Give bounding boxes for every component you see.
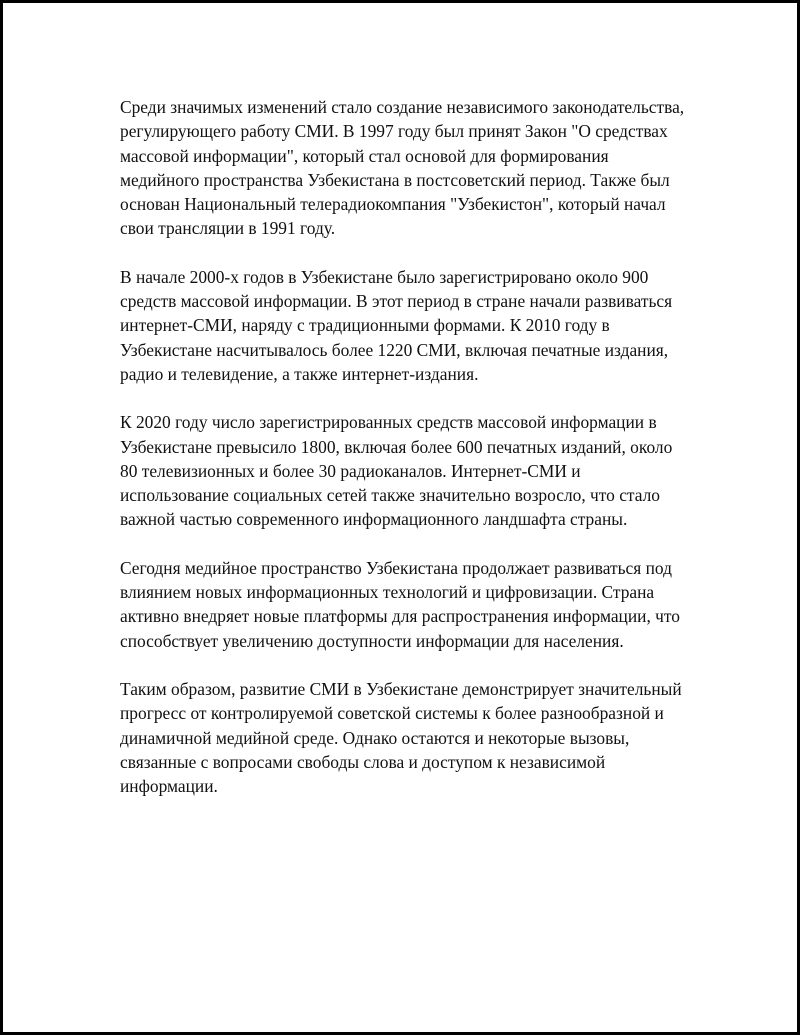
document-body (120, 95, 692, 822)
paragraph-2000s: В начале 2000-х годов в Узбекистане было зарегистрировано около 900 средств массовой информации. В этот период в стране начали развиваться интернет-СМИ, наряду с традиционными формами. К 2010 году в Узбекистане насчитывалось более 1220 СМИ, включая печатные издания, радио и телевидение, а также интернет-издания. (120, 266, 673, 384)
paragraph-2020: К 2020 году число зарегистрированных средств массовой информации в Узбекистане превысило 1800, включая более 600 печатных изданий, около 80 телевизионных и более 30 радиоканалов. Интернет-СМИ и использование социальных сетей также значительно возросло, что стало важной частью современного информационного ландшафта страны. (120, 412, 673, 530)
paragraph-conclusion: Таким образом, развитие СМИ в Узбекистане демонстрирует значительный прогресс от контролируемой советской системы к более разнообразной и динамичной медийной среде. Однако остаются и некоторые вызовы, связанные с вопросами свободы слова и доступом к независимой информации. (120, 678, 682, 797)
paragraph-today: Сегодня медийное пространство Узбекистана продолжает развиваться под влиянием новых информационных технологий и цифровизации. Страна активно внедряет новые платформы для распространения информации, что способствует увеличению доступности информации для населения. (120, 557, 680, 651)
paragraph-legislation: Среди значимых изменений стало создание независимого законодательства, регулирующего работу СМИ. В 1997 году был принят Закон "О средствах массовой информации", который стал основой для формирования медийного пространства Узбекистана в постсоветский период. Также был основан Национальный телерадиокомпания "Узбекистон", который начал свои трансляции в 1991 году. (120, 97, 685, 239)
